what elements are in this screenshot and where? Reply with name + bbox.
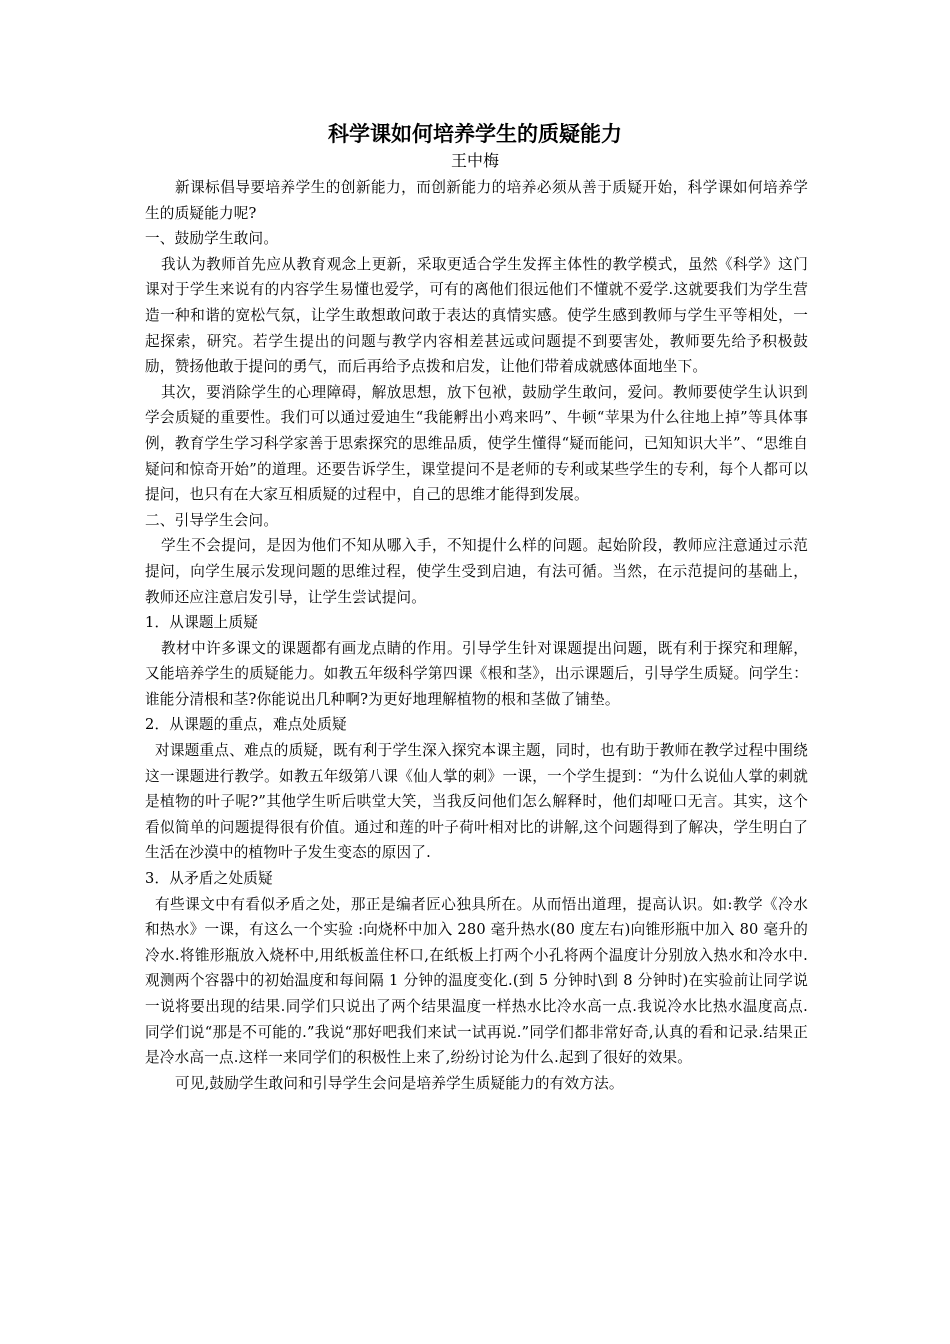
subsection-heading-1: 1．从课题上质疑: [145, 614, 259, 632]
document-title: 科学课如何培养学生的质疑能力: [328, 121, 622, 146]
body-paragraph: 有些课文中有看似矛盾之处，那正是编者匠心独具所在。从而悟出道理，提高认识。如:教学《冷水和热水》一课，有这么一个实验 :向烧杯中加入 280 毫升热水(80 度左右)向锥形瓶中加入 80 毫升的冷水.将锥形瓶放入烧杯中,用纸板盖住杯口,在纸板上打两个小孔将两个温度计分别放入热水和冷水中.观测两个容器中的初始温度和每间隔 1 分钟的温度变化.(到 5 分钟时\到 8 分钟时)在实验前让同学说一说将要出现的结果.同学们只说出了两个结果温度一样热水比冷水高一点.我说冷水比热水温度高点.同学们说“那是不可能的.”我说“那好吧我们来试一试再说.”同学们都非常好奇,认真的看和记录.结果正是冷水高一点.这样一来同学们的积极性上来了,纷纷讨论为什么.起到了很好的效果。: [145, 895, 808, 1067]
body-paragraph: 对课题重点、难点的质疑，既有利于学生深入探究本课主题，同时，也有助于教师在教学过程中围绕这一课题进行教学。如教五年级第八课《仙人掌的刺》一课，一个学生提到：“为什么说仙人掌的刺就是植物的叶子呢?”其他学生听后哄堂大笑，当我反问他们怎么解释时，他们却哑口无言。其实，这个看似简单的问题提得很有价值。通过和莲的叶子荷叶相对比的讲解,这个问题得到了解决，学生明白了生活在沙漠中的植物叶子发生变态的原因了.: [145, 742, 808, 862]
conclusion-paragraph: 可见,鼓励学生敢问和引导学生会问是培养学生质疑能力的有效方法。: [175, 1074, 624, 1092]
section-heading-1: 一、鼓励学生敢问。: [145, 230, 279, 248]
body-paragraph: 其次，要消除学生的心理障碍，解放思想，放下包袱，鼓励学生敢问，爱问。教师要使学生认识到学会质疑的重要性。我们可以通过爱迪生“我能孵出小鸡来吗”、牛顿“苹果为什么往地上掉”等具体事例，教育学生学习科学家善于思索探究的思维品质，使学生懂得“疑而能问，已知知识大半”、“思维自疑问和惊奇开始”的道理。还要告诉学生，课堂提问不是老师的专利或某些学生的专利，每个人都可以提问，也只有在大家互相质疑的过程中，自己的思维才能得到发展。: [145, 383, 808, 504]
body-paragraph: 我认为教师首先应从教育观念上更新，采取更适合学生发挥主体性的教学模式，虽然《科学》这门课对于学生来说有的内容学生易懂也爱学，可有的离他们很远他们不懂就不爱学.这就要我们为学生营造一种和谐的宽松气氛，让学生敢想敢问敢于表达的真情实感。使学生感到教师与学生平等相处，一起探索，研究。若学生提出的问题与教学内容相差甚远或问题提不到要害处，教师要先给予积极鼓励，赞扬他敢于提问的勇气，而后再给予点拨和启发，让他们带着成就感体面地坐下。: [145, 255, 808, 376]
document-body: [145, 175, 808, 1096]
subsection-heading-3: 3．从矛盾之处质疑: [145, 870, 273, 888]
body-paragraph: 学生不会提问，是因为他们不知从哪入手，不知提什么样的问题。起始阶段，教师应注意通过示范提问，向学生展示发现问题的思维过程，使学生受到启迪，有法可循。当然，在示范提问的基础上，教师还应注意启发引导，让学生尝试提问。: [145, 537, 808, 606]
section-heading-2: 二、引导学生会问。: [145, 511, 279, 529]
document-author: 王中梅: [450, 151, 499, 170]
subsection-heading-2: 2．从课题的重点，难点处质疑: [145, 716, 347, 734]
body-paragraph: 教材中许多课文的课题都有画龙点睛的作用。引导学生针对课题提出问题，既有利于探究和理解，又能培养学生的质疑能力。如教五年级科学第四课《根和茎》，出示课题后，引导学生质疑。问学生：谁能分清根和茎?你能说出几种啊?为更好地理解植物的根和茎做了铺垫。: [145, 639, 808, 708]
intro-paragraph: 新课标倡导要培养学生的创新能力，而创新能力的培养必须从善于质疑开始，科学课如何培养学生的质疑能力呢?: [145, 179, 808, 222]
